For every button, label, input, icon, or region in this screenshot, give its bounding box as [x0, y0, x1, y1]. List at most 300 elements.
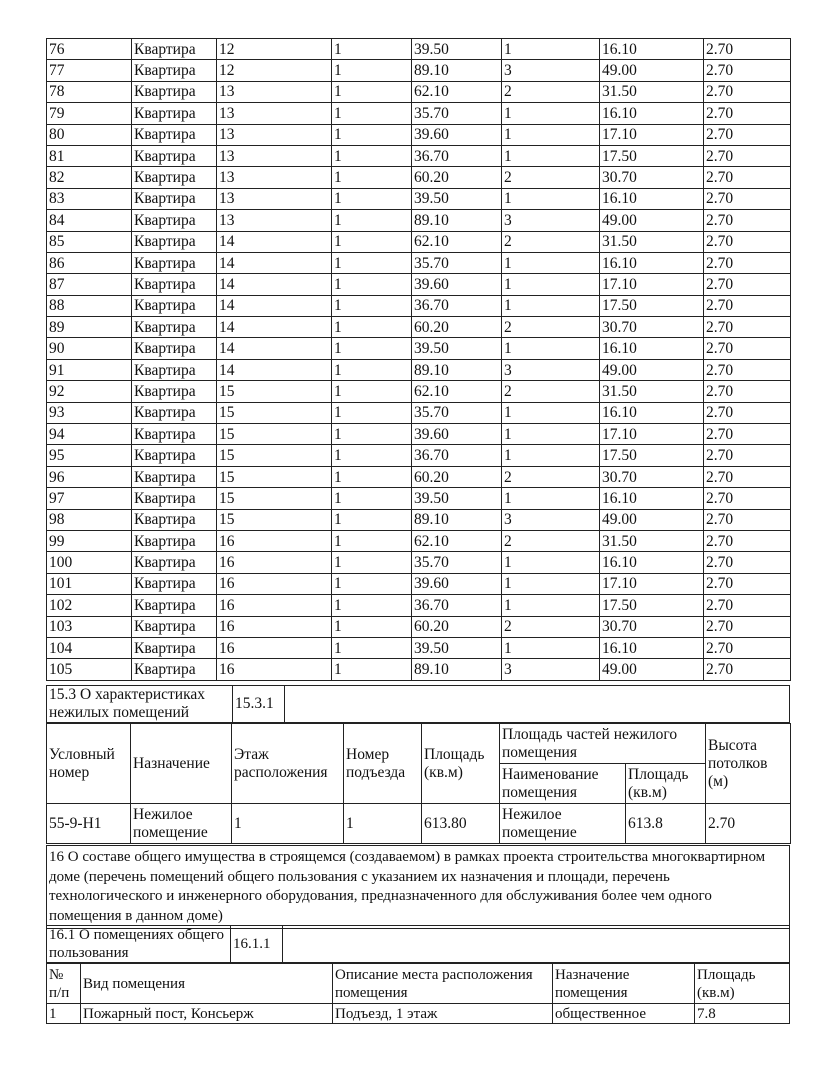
- cell-apt-area: 39.50: [412, 338, 502, 359]
- cell-apt-number: 101: [47, 573, 132, 594]
- table-row: [47, 659, 791, 680]
- cell-apt-floor: 15: [217, 402, 332, 423]
- cell-apt-type: Квартира: [132, 445, 217, 466]
- cell-apt-entrance: 1: [332, 295, 412, 316]
- section-16-1-code: 16.1.1: [231, 926, 283, 963]
- table-row: [47, 338, 791, 359]
- cell-apt-entrance: 1: [332, 231, 412, 252]
- cell-apt-area: 39.60: [412, 573, 502, 594]
- cell-apt-floor: 16: [217, 637, 332, 658]
- cell-apt-area: 36.70: [412, 295, 502, 316]
- cell-num: 1: [47, 1004, 81, 1024]
- cell-apt-number: 97: [47, 488, 132, 509]
- cell-apt-type: Квартира: [132, 637, 217, 658]
- cell-apt-ceiling: 2.70: [704, 167, 791, 188]
- cell-apt-area: 39.60: [412, 424, 502, 445]
- section-16-1-header: [46, 925, 790, 963]
- cell-apt-ceiling: 2.70: [704, 381, 791, 402]
- cell-apt-ceiling: 2.70: [704, 616, 791, 637]
- table-row: [47, 252, 791, 273]
- cell-apt-type: Квартира: [132, 103, 217, 124]
- cell-apt-ceiling: 2.70: [704, 60, 791, 81]
- section-16: [46, 845, 790, 929]
- cell-apt-number: 95: [47, 445, 132, 466]
- cell-apt-type: Квартира: [132, 124, 217, 145]
- cell-apt-number: 99: [47, 530, 132, 551]
- cell-apt-living-area: 49.00: [600, 659, 704, 680]
- cell-apt-living-area: 49.00: [600, 509, 704, 530]
- cell-apt-area: 39.50: [412, 637, 502, 658]
- cell-apt-rooms: 2: [502, 317, 600, 338]
- table-row: [47, 616, 791, 637]
- cell-number: 55-9-Н1: [47, 804, 131, 844]
- cell-apt-entrance: 1: [332, 552, 412, 573]
- cell-apt-type: Квартира: [132, 39, 217, 60]
- cell-apt-number: 92: [47, 381, 132, 402]
- cell-apt-rooms: 3: [502, 359, 600, 380]
- cell-apt-entrance: 1: [332, 616, 412, 637]
- cell-apt-entrance: 1: [332, 381, 412, 402]
- cell-apt-rooms: 1: [502, 637, 600, 658]
- cell-apt-living-area: 16.10: [600, 637, 704, 658]
- cell-apt-living-area: 16.10: [600, 103, 704, 124]
- header-entrance: Номер подъезда: [344, 724, 422, 804]
- header-ceiling: Высота потолков (м): [706, 724, 791, 804]
- table-row: [47, 39, 791, 60]
- cell-apt-rooms: 1: [502, 402, 600, 423]
- cell-area: 7.8: [695, 1004, 790, 1024]
- cell-apt-number: 76: [47, 39, 132, 60]
- cell-apt-ceiling: 2.70: [704, 338, 791, 359]
- cell-apt-rooms: 3: [502, 210, 600, 231]
- cell-apt-entrance: 1: [332, 402, 412, 423]
- table-row: [47, 210, 791, 231]
- header-kind: Вид помещения: [81, 964, 333, 1004]
- section-15-3-empty: [285, 686, 790, 723]
- cell-apt-floor: 14: [217, 359, 332, 380]
- table-row: [47, 145, 791, 166]
- cell-apt-living-area: 30.70: [600, 167, 704, 188]
- table-row: [47, 1004, 790, 1024]
- cell-apt-entrance: 1: [332, 338, 412, 359]
- cell-apt-type: Квартира: [132, 616, 217, 637]
- header-area: Площадь (кв.м): [695, 964, 790, 1004]
- cell-apt-number: 89: [47, 317, 132, 338]
- cell-apt-number: 102: [47, 595, 132, 616]
- cell-apt-type: Квартира: [132, 274, 217, 295]
- cell-apt-living-area: 30.70: [600, 466, 704, 487]
- cell-apt-rooms: 1: [502, 445, 600, 466]
- cell-apt-type: Квартира: [132, 231, 217, 252]
- cell-apt-living-area: 49.00: [600, 359, 704, 380]
- cell-apt-living-area: 31.50: [600, 231, 704, 252]
- cell-apt-area: 35.70: [412, 252, 502, 273]
- cell-apt-rooms: 1: [502, 595, 600, 616]
- cell-apt-type: Квартира: [132, 488, 217, 509]
- cell-apt-ceiling: 2.70: [704, 295, 791, 316]
- cell-apt-ceiling: 2.70: [704, 466, 791, 487]
- cell-apt-ceiling: 2.70: [704, 103, 791, 124]
- cell-apt-floor: 14: [217, 295, 332, 316]
- cell-apt-entrance: 1: [332, 274, 412, 295]
- cell-apt-ceiling: 2.70: [704, 359, 791, 380]
- header-purpose: Назначение: [131, 724, 232, 804]
- cell-apt-entrance: 1: [332, 488, 412, 509]
- cell-location: Подъезд, 1 этаж: [333, 1004, 553, 1024]
- cell-ceiling: 2.70: [706, 804, 791, 844]
- cell-apt-number: 86: [47, 252, 132, 273]
- cell-apt-type: Квартира: [132, 402, 217, 423]
- cell-apt-entrance: 1: [332, 317, 412, 338]
- cell-apt-number: 77: [47, 60, 132, 81]
- cell-apt-floor: 15: [217, 488, 332, 509]
- table-row: [47, 466, 791, 487]
- table-row: [47, 804, 791, 844]
- cell-apt-ceiling: 2.70: [704, 530, 791, 551]
- cell-apt-living-area: 16.10: [600, 488, 704, 509]
- cell-apt-living-area: 16.10: [600, 188, 704, 209]
- section-15-3-header: [46, 685, 790, 723]
- cell-apt-entrance: 1: [332, 145, 412, 166]
- cell-apt-entrance: 1: [332, 188, 412, 209]
- cell-part-area: 613.8: [626, 804, 706, 844]
- cell-apt-floor: 15: [217, 509, 332, 530]
- cell-part-name: Нежилое помещение: [500, 804, 626, 844]
- cell-apt-entrance: 1: [332, 509, 412, 530]
- cell-apt-entrance: 1: [332, 595, 412, 616]
- cell-apt-floor: 16: [217, 552, 332, 573]
- cell-purpose: Нежилое помещение: [131, 804, 232, 844]
- cell-apt-area: 62.10: [412, 381, 502, 402]
- cell-apt-ceiling: 2.70: [704, 210, 791, 231]
- cell-apt-area: 36.70: [412, 145, 502, 166]
- cell-apt-living-area: 16.10: [600, 338, 704, 359]
- cell-apt-area: 60.20: [412, 466, 502, 487]
- cell-apt-entrance: 1: [332, 637, 412, 658]
- cell-apt-rooms: 1: [502, 188, 600, 209]
- cell-apt-number: 91: [47, 359, 132, 380]
- cell-apt-entrance: 1: [332, 103, 412, 124]
- section-16-text: 16 О составе общего имущества в строящемся (создаваемом) в рамках проекта строительства многоквартирном доме (перечень помещений общего пользования с указанием их назначения и площади, перечень технологического и инженерного оборудования, предназначенного для обслуживания более чем одного помещения в данном доме): [47, 846, 790, 929]
- cell-apt-ceiling: 2.70: [704, 509, 791, 530]
- cell-apt-living-area: 49.00: [600, 60, 704, 81]
- cell-apt-ceiling: 2.70: [704, 424, 791, 445]
- cell-apt-area: 39.50: [412, 488, 502, 509]
- cell-apt-entrance: 1: [332, 466, 412, 487]
- cell-apt-living-area: 16.10: [600, 552, 704, 573]
- cell-apt-ceiling: 2.70: [704, 124, 791, 145]
- table-row: [47, 231, 791, 252]
- cell-apt-rooms: 2: [502, 530, 600, 551]
- cell-apt-floor: 14: [217, 274, 332, 295]
- table-row: [47, 402, 791, 423]
- cell-apt-rooms: 3: [502, 659, 600, 680]
- cell-apt-number: 84: [47, 210, 132, 231]
- cell-apt-floor: 15: [217, 381, 332, 402]
- cell-apt-ceiling: 2.70: [704, 188, 791, 209]
- cell-apt-ceiling: 2.70: [704, 573, 791, 594]
- table-row: [47, 637, 791, 658]
- cell-apt-type: Квартира: [132, 210, 217, 231]
- cell-apt-floor: 14: [217, 338, 332, 359]
- table-row: [47, 424, 791, 445]
- cell-apt-floor: 13: [217, 145, 332, 166]
- cell-apt-type: Квартира: [132, 252, 217, 273]
- cell-apt-living-area: 30.70: [600, 317, 704, 338]
- cell-apt-area: 60.20: [412, 167, 502, 188]
- cell-apt-area: 89.10: [412, 659, 502, 680]
- cell-apt-floor: 16: [217, 573, 332, 594]
- section-15-3-code: 15.3.1: [233, 686, 285, 723]
- cell-apt-area: 39.60: [412, 124, 502, 145]
- header-number: Условный номер: [47, 724, 131, 804]
- cell-apt-number: 82: [47, 167, 132, 188]
- header-part-area: Площадь (кв.м): [626, 764, 706, 804]
- cell-apt-ceiling: 2.70: [704, 659, 791, 680]
- cell-apt-living-area: 16.10: [600, 39, 704, 60]
- cell-apt-type: Квартира: [132, 552, 217, 573]
- cell-apt-ceiling: 2.70: [704, 402, 791, 423]
- section-16-1-empty: [283, 926, 790, 963]
- cell-apt-type: Квартира: [132, 81, 217, 102]
- cell-apt-rooms: 1: [502, 552, 600, 573]
- cell-apt-floor: 16: [217, 530, 332, 551]
- header-location: Описание места расположения помещения: [333, 964, 553, 1004]
- cell-apt-number: 90: [47, 338, 132, 359]
- cell-apt-number: 105: [47, 659, 132, 680]
- cell-apt-number: 94: [47, 424, 132, 445]
- cell-apt-type: Квартира: [132, 359, 217, 380]
- cell-apt-ceiling: 2.70: [704, 145, 791, 166]
- table-row: [47, 573, 791, 594]
- cell-area: 613.80: [422, 804, 500, 844]
- cell-apt-area: 39.50: [412, 39, 502, 60]
- cell-apt-number: 98: [47, 509, 132, 530]
- cell-apt-area: 39.60: [412, 274, 502, 295]
- cell-apt-type: Квартира: [132, 659, 217, 680]
- cell-apt-floor: 16: [217, 616, 332, 637]
- cell-apt-floor: 13: [217, 167, 332, 188]
- cell-apt-type: Квартира: [132, 295, 217, 316]
- cell-apt-number: 100: [47, 552, 132, 573]
- cell-apt-ceiling: 2.70: [704, 252, 791, 273]
- table-row: [47, 552, 791, 573]
- header-area: Площадь (кв.м): [422, 724, 500, 804]
- cell-apt-floor: 13: [217, 124, 332, 145]
- table-row: [47, 295, 791, 316]
- cell-apt-area: 60.20: [412, 616, 502, 637]
- cell-apt-floor: 15: [217, 424, 332, 445]
- cell-apt-rooms: 3: [502, 509, 600, 530]
- cell-apt-living-area: 17.10: [600, 124, 704, 145]
- cell-apt-rooms: 1: [502, 103, 600, 124]
- cell-apt-ceiling: 2.70: [704, 595, 791, 616]
- cell-apt-entrance: 1: [332, 81, 412, 102]
- cell-apt-rooms: 2: [502, 466, 600, 487]
- cell-apt-area: 62.10: [412, 81, 502, 102]
- cell-apt-floor: 13: [217, 188, 332, 209]
- cell-apt-ceiling: 2.70: [704, 552, 791, 573]
- cell-apt-living-area: 31.50: [600, 381, 704, 402]
- cell-apt-living-area: 17.10: [600, 424, 704, 445]
- cell-apt-number: 81: [47, 145, 132, 166]
- cell-apt-type: Квартира: [132, 381, 217, 402]
- nonresidential-table: [46, 723, 791, 844]
- cell-apt-type: Квартира: [132, 424, 217, 445]
- cell-apt-type: Квартира: [132, 595, 217, 616]
- cell-apt-living-area: 17.50: [600, 295, 704, 316]
- cell-apt-rooms: 2: [502, 231, 600, 252]
- cell-apt-living-area: 31.50: [600, 81, 704, 102]
- cell-apt-living-area: 17.50: [600, 595, 704, 616]
- cell-apt-floor: 14: [217, 231, 332, 252]
- cell-apt-entrance: 1: [332, 530, 412, 551]
- header-num: № п/п: [47, 964, 81, 1004]
- cell-apt-area: 62.10: [412, 530, 502, 551]
- cell-apt-type: Квартира: [132, 317, 217, 338]
- cell-apt-number: 80: [47, 124, 132, 145]
- table-row: [47, 359, 791, 380]
- cell-apt-area: 39.50: [412, 188, 502, 209]
- cell-apt-type: Квартира: [132, 167, 217, 188]
- cell-apt-living-area: 30.70: [600, 616, 704, 637]
- cell-apt-living-area: 17.10: [600, 573, 704, 594]
- cell-apt-area: 35.70: [412, 402, 502, 423]
- table-row: [47, 381, 791, 402]
- cell-apt-number: 85: [47, 231, 132, 252]
- cell-apt-rooms: 2: [502, 81, 600, 102]
- header-floor: Этаж расположения: [232, 724, 344, 804]
- cell-apt-number: 79: [47, 103, 132, 124]
- cell-apt-entrance: 1: [332, 60, 412, 81]
- cell-apt-floor: 15: [217, 466, 332, 487]
- table-row: [47, 509, 791, 530]
- cell-apt-entrance: 1: [332, 359, 412, 380]
- cell-apt-number: 96: [47, 466, 132, 487]
- cell-apt-ceiling: 2.70: [704, 317, 791, 338]
- cell-apt-type: Квартира: [132, 573, 217, 594]
- cell-apt-rooms: 1: [502, 39, 600, 60]
- header-parts-group: Площадь частей нежилого помещения: [500, 724, 706, 764]
- table-row: [47, 274, 791, 295]
- cell-apt-floor: 16: [217, 659, 332, 680]
- cell-apt-ceiling: 2.70: [704, 445, 791, 466]
- cell-apt-entrance: 1: [332, 252, 412, 273]
- cell-apt-number: 88: [47, 295, 132, 316]
- cell-apt-rooms: 1: [502, 252, 600, 273]
- cell-apt-rooms: 2: [502, 616, 600, 637]
- cell-floor: 1: [232, 804, 344, 844]
- cell-apt-ceiling: 2.70: [704, 637, 791, 658]
- common-premises-table: [46, 963, 790, 1024]
- cell-apt-area: 89.10: [412, 210, 502, 231]
- cell-apt-number: 87: [47, 274, 132, 295]
- cell-apt-floor: 13: [217, 210, 332, 231]
- cell-apt-rooms: 1: [502, 424, 600, 445]
- cell-apt-type: Квартира: [132, 338, 217, 359]
- cell-apt-area: 36.70: [412, 595, 502, 616]
- table-row: [47, 103, 791, 124]
- cell-apt-living-area: 17.10: [600, 274, 704, 295]
- cell-apt-floor: 12: [217, 39, 332, 60]
- cell-apt-number: 78: [47, 81, 132, 102]
- header-purpose: Назначение помещения: [553, 964, 695, 1004]
- cell-apt-ceiling: 2.70: [704, 488, 791, 509]
- cell-apt-floor: 15: [217, 445, 332, 466]
- section-16-1-title: 16.1 О помещениях общего пользования: [47, 926, 231, 963]
- cell-apt-type: Квартира: [132, 188, 217, 209]
- cell-apt-number: 83: [47, 188, 132, 209]
- cell-apt-number: 93: [47, 402, 132, 423]
- cell-apt-rooms: 2: [502, 167, 600, 188]
- cell-apt-entrance: 1: [332, 424, 412, 445]
- cell-entrance: 1: [344, 804, 422, 844]
- cell-apt-area: 62.10: [412, 231, 502, 252]
- cell-apt-area: 36.70: [412, 445, 502, 466]
- cell-apt-rooms: 1: [502, 573, 600, 594]
- cell-apt-entrance: 1: [332, 39, 412, 60]
- cell-apt-rooms: 1: [502, 124, 600, 145]
- cell-apt-rooms: 1: [502, 145, 600, 166]
- cell-apt-entrance: 1: [332, 124, 412, 145]
- cell-apt-type: Квартира: [132, 60, 217, 81]
- cell-apt-rooms: 1: [502, 295, 600, 316]
- cell-apt-type: Квартира: [132, 530, 217, 551]
- cell-apt-area: 35.70: [412, 552, 502, 573]
- table-row: [47, 124, 791, 145]
- cell-apt-floor: 12: [217, 60, 332, 81]
- section-15-3-title: 15.3 О характеристиках нежилых помещений: [47, 686, 233, 723]
- cell-apt-area: 89.10: [412, 509, 502, 530]
- cell-apt-rooms: 3: [502, 60, 600, 81]
- table-row: [47, 188, 791, 209]
- cell-apt-living-area: 17.50: [600, 145, 704, 166]
- cell-apt-ceiling: 2.70: [704, 39, 791, 60]
- cell-apt-entrance: 1: [332, 445, 412, 466]
- cell-apt-living-area: 31.50: [600, 530, 704, 551]
- cell-apt-type: Квартира: [132, 509, 217, 530]
- cell-apt-rooms: 2: [502, 381, 600, 402]
- cell-apt-area: 89.10: [412, 60, 502, 81]
- cell-apt-type: Квартира: [132, 466, 217, 487]
- cell-purpose: общественное: [553, 1004, 695, 1024]
- cell-apt-area: 60.20: [412, 317, 502, 338]
- cell-apt-area: 89.10: [412, 359, 502, 380]
- cell-apt-floor: 13: [217, 81, 332, 102]
- table-row: [47, 488, 791, 509]
- cell-apt-entrance: 1: [332, 659, 412, 680]
- cell-apt-area: 35.70: [412, 103, 502, 124]
- cell-apt-number: 103: [47, 616, 132, 637]
- cell-apt-rooms: 1: [502, 488, 600, 509]
- cell-apt-floor: 16: [217, 595, 332, 616]
- table-row: [47, 317, 791, 338]
- apartments-table: [46, 38, 791, 681]
- table-row: [47, 530, 791, 551]
- cell-apt-ceiling: 2.70: [704, 274, 791, 295]
- cell-apt-floor: 13: [217, 103, 332, 124]
- table-row: [47, 167, 791, 188]
- cell-apt-ceiling: 2.70: [704, 231, 791, 252]
- table-row: [47, 81, 791, 102]
- cell-apt-entrance: 1: [332, 210, 412, 231]
- cell-apt-number: 104: [47, 637, 132, 658]
- table-row: [47, 60, 791, 81]
- cell-apt-floor: 14: [217, 252, 332, 273]
- table-row: [47, 445, 791, 466]
- cell-apt-entrance: 1: [332, 573, 412, 594]
- cell-apt-living-area: 49.00: [600, 210, 704, 231]
